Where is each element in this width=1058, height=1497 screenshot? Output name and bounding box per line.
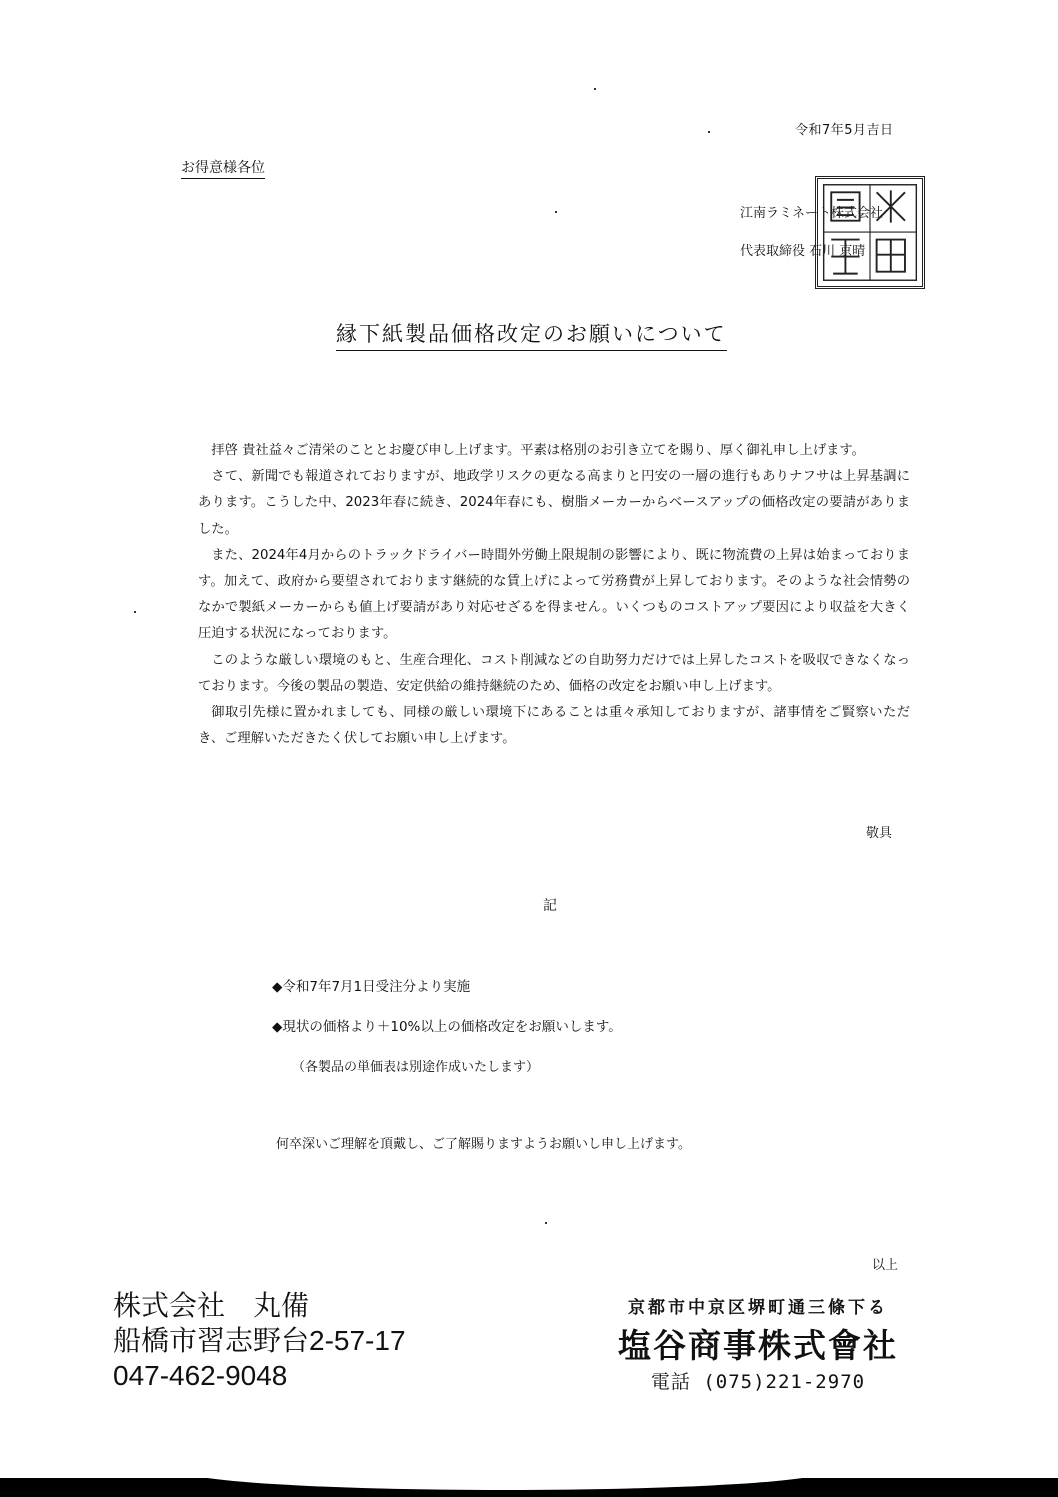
distributor-right-address: 京都市中京区堺町通三條下る — [628, 1298, 888, 1318]
scan-speck — [555, 211, 557, 213]
document-title: 縁下紙製品価格改定のお願いについて — [336, 318, 727, 351]
body-paragraph-understanding: 御取引先様に置かれましても、同様の厳しい環境下にあることは重々承知しておりますが、諸事情をご賢察いただき、ご理解いただきたく伏してお願い申し上げます。 — [198, 705, 910, 747]
distributor-left-address: 船橋市習志野台2-57-17 — [113, 1325, 406, 1356]
company-seal-stamp — [815, 176, 925, 289]
item-effective-date: ◆令和7年7月1日受注分より実施 — [272, 979, 471, 995]
letter-body — [198, 438, 910, 752]
distributor-stamp-left — [113, 1288, 406, 1393]
body-paragraph-greeting: 拝啓 貴社益々ご清栄のこととお慶び申し上げます。平素は格別のお引き立てを賜り、厚く御礼申し上げます。 — [211, 443, 865, 458]
sender-representative: 代表取締役 石川 京晴 — [740, 244, 866, 259]
seal-graphic — [818, 179, 922, 286]
scan-speck — [545, 1222, 547, 1224]
closing-keigu: 敬具 — [866, 826, 893, 841]
body-paragraph-naphtha: さて、新聞でも報道されておりますが、地政学リスクの更なる高まりと円安の一層の進行もありナフサは上昇基調にあります。こうした中、2023年春に続き、2024年春にも、樹脂メーカーからベースアップの価格改定の要請がありました。 — [198, 469, 910, 537]
item-price-revision: ◆現状の価格より＋10%以上の価格改定をお願いします。 — [272, 1019, 622, 1035]
closing-request: 何卒深いご理解を頂戴し、ご了解賜りますようお願いし申し上げます。 — [276, 1137, 691, 1152]
distributor-left-phone: 047-462-9048 — [113, 1360, 288, 1391]
item-unit-price-note: （各製品の単価表は別途作成いたします） — [292, 1060, 540, 1075]
body-paragraph-logistics: また、2024年4月からのトラックドライバー時間外労働上限規制の影響により、既に物流費の上昇は始まっております。加えて、政府から要望されております継続的な賃上げによって労務費が上昇しております。そのような社会情勢のなかで製紙メーカーからも値上げ要請があり対応せざるを得ません。いくつものコストアップ要因により収益を大きく圧迫する状況になっております。 — [198, 547, 910, 642]
distributor-stamp-right — [590, 1293, 926, 1394]
distributor-left-company: 株式会社 丸備 — [113, 1290, 310, 1321]
sender-company: 江南ラミネート株式会社 — [740, 206, 884, 221]
scan-speck — [708, 131, 710, 133]
closing-ijo: 以上 — [872, 1258, 899, 1273]
recipient-line: お得意様各位 — [181, 157, 265, 179]
scan-speck — [594, 88, 596, 90]
ki-heading: 記 — [543, 898, 557, 914]
body-paragraph-request: このような厳しい環境のもと、生産合理化、コスト削減などの自助努力だけでは上昇したコストを吸収できなくなっております。今後の製品の製造、安定供給の維持継続のため、価格の改定をお願い申し上げます。 — [198, 652, 910, 694]
distributor-right-phone: 電話 (075)221-2970 — [650, 1371, 866, 1393]
distributor-right-company: 塩谷商事株式會社 — [618, 1326, 898, 1365]
letter-date: 令和7年5月吉日 — [795, 123, 894, 138]
scan-speck — [134, 611, 136, 613]
